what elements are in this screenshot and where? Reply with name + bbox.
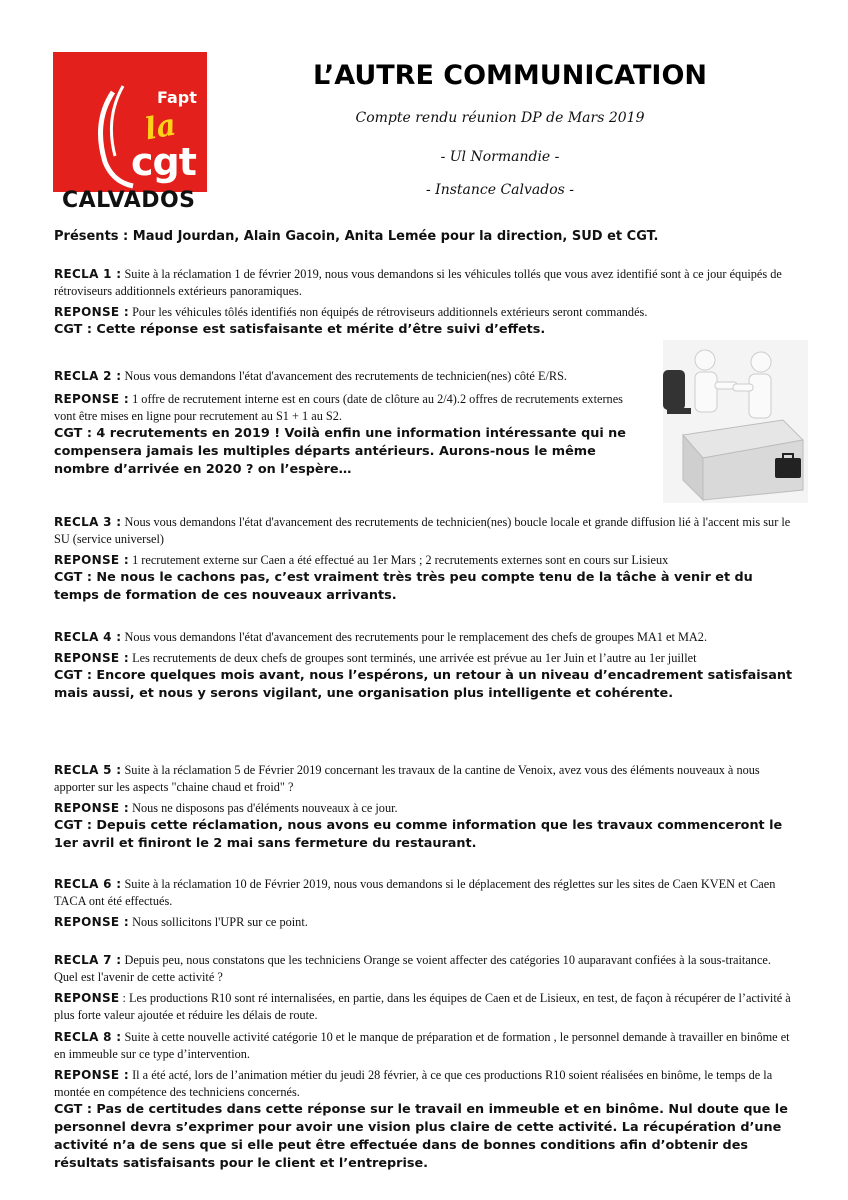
recla-4	[54, 629, 794, 703]
recla-text: Suite à la réclamation 1 de février 2019, nous vous demandons si les véhicules tollés que vous avez identifié sont à ce jour équipés de rétroviseurs additionnels extérieurs panoramiques.	[54, 267, 782, 298]
reponse-label: REPONSE :	[54, 915, 129, 929]
recla-label: RECLA 4 :	[54, 630, 122, 644]
recla-label: RECLA 7 :	[54, 953, 122, 967]
reponse-label: REPONSE :	[54, 1068, 129, 1082]
cgt-comment: CGT : Pas de certitudes dans cette réponse sur le travail en immeuble et en binôme. Nul doute que le personnel devra s’exprimer pour avoir une vision plus claire de cette activité. La récupération d’une activité n’a de sens que si elle peut être effectuée dans de bonnes conditions afin d’obtenir des résultats satisfaisants pour le client et l’entreprise.	[54, 1102, 788, 1171]
subtitle-instance: - Instance Calvados -	[425, 182, 575, 198]
recla-question	[54, 952, 794, 986]
recla-1	[54, 266, 794, 339]
cgt-comment: CGT : 4 recrutements en 2019 ! Voilà enfin une information intéressante qui ne compensera jamais les multiples départs antérieurs. Aurons-nous le même nombre d’arrivée en 2020 ? on l’espère…	[54, 426, 626, 477]
page-subtitle: Compte rendu réunion DP de Mars 2019	[355, 110, 645, 126]
recla-2	[54, 368, 632, 479]
recla-5	[54, 762, 794, 853]
cgt-fapt-logo	[53, 52, 207, 192]
logo-la-text: la	[142, 107, 179, 148]
recla-8	[54, 1029, 794, 1173]
recla-question	[54, 876, 794, 910]
cgt-comment: CGT : Encore quelques mois avant, nous l’espérons, un retour à un niveau d’encadrement satisfaisant mais aussi, et nous y serons vigilant, une organisation plus intelligente et cohérente.	[54, 668, 793, 701]
reponse-label: REPONSE :	[54, 651, 129, 665]
logo-fapt-text: Fapt	[157, 88, 197, 107]
reponse-text: Les recrutements de deux chefs de groupes sont terminés, une arrivée est prévue au 1er Juin et l’autre au 1er juillet	[129, 651, 697, 665]
recla-label: RECLA 3 :	[54, 515, 122, 529]
recla-text: Depuis peu, nous constatons que les techniciens Orange se voient affecter des catégories 10 auparavant confiées à la sous-traitance. Quel est l'avenir de cette activité ?	[54, 953, 771, 984]
reponse-text: 1 offre de recrutement interne est en cours (date de clôture au 2/4).2 offres de recrutements externes vont être mises en ligne pour recrutement au S1 + 1 au S2.	[54, 392, 623, 423]
reponse-text: Nous ne disposons pas d'éléments nouveaux à ce jour.	[129, 801, 398, 815]
reponse-paragraph	[54, 650, 794, 667]
logo-cgt-text: cgt	[131, 140, 196, 184]
recla-label: RECLA 2 :	[54, 369, 122, 383]
recla-question	[54, 1029, 794, 1063]
subtitle-ul-normandie: - Ul Normandie -	[440, 149, 560, 165]
attendees-line: Présents : Maud Jourdan, Alain Gacoin, Anita Lemée pour la direction, SUD et CGT.	[54, 229, 659, 244]
recla-question	[54, 368, 632, 385]
recla-label: RECLA 6 :	[54, 877, 122, 891]
reponse-text: Nous sollicitons l'UPR sur ce point.	[129, 915, 308, 929]
reponse-label: REPONSE :	[54, 392, 129, 406]
recla-question	[54, 762, 794, 796]
reponse-text: Pour les véhicules tôlés identifiés non équipés de rétroviseurs additionnels extérieurs seront commandés.	[129, 305, 648, 319]
recla-7	[54, 952, 794, 1024]
recla-question	[54, 629, 794, 646]
recla-text: Suite à la réclamation 5 de Février 2019 concernant les travaux de la cantine de Venoix, avez vous des éléments nouveaux à nous apporter sur les aspects "chaine chaud et froid" ?	[54, 763, 760, 794]
reponse-label: REPONSE :	[54, 553, 129, 567]
recla-text: Suite à cette nouvelle activité catégorie 10 et le manque de préparation et de formation , le personnel demande à travailler en binôme et en immeuble sur ce type d’intervention.	[54, 1030, 790, 1061]
reponse-paragraph	[54, 552, 794, 569]
cgt-comment: CGT : Depuis cette réclamation, nous avons eu comme information que les travaux commenceront le 1er avril et finiront le 2 mai sans fermeture du restaurant.	[54, 818, 783, 851]
recla-question	[54, 266, 794, 300]
reponse-label: REPONSE :	[54, 801, 129, 815]
recla-label: RECLA 8 :	[54, 1030, 122, 1044]
recla-label: RECLA 1 :	[54, 267, 122, 281]
recla-label: RECLA 5 :	[54, 763, 122, 777]
reponse-text: 1 recrutement externe sur Caen a été effectué au 1er Mars ; 2 recrutements externes sont en cours sur Lisieux	[129, 553, 669, 567]
reponse-paragraph	[54, 304, 794, 321]
cgt-comment: CGT : Ne nous le cachons pas, c’est vraiment très très peu compte tenu de la tâche à venir et du temps de formation de ces nouveaux arrivants.	[54, 570, 753, 603]
calvados-label: CALVADOS	[62, 188, 196, 213]
business-meeting-illustration-icon	[663, 340, 808, 503]
cgt-comment: CGT : Cette réponse est satisfaisante et mérite d’être suivi d’effets.	[54, 322, 546, 337]
recla-text: Nous vous demandons l'état d'avancement des recrutements pour le remplacement des chefs de groupes MA1 et MA2.	[121, 630, 708, 644]
reponse-paragraph	[54, 914, 794, 931]
recla-text: Suite à la réclamation 10 de Février 2019, nous vous demandons si le déplacement des réglettes sur les sites de Caen KVEN et Caen TACA ont été effectués.	[54, 877, 776, 908]
recla-question	[54, 514, 794, 548]
recla-6	[54, 876, 794, 931]
reponse-text: : Les productions R10 sont ré internalisées, en partie, dans les équipes de Caen et de Lisieux, en test, de façon à récupérer de l’activité à plus forte valeur ajoutée et réduire les délais de route.	[54, 991, 791, 1022]
recla-3	[54, 514, 794, 605]
reponse-paragraph	[54, 391, 632, 425]
recla-text: Nous vous demandons l'état d'avancement des recrutements de technicien(nes) boucle locale et grande diffusion lié à l'accent mis sur le SU (service universel)	[54, 515, 791, 546]
recla-text: Nous vous demandons l'état d'avancement des recrutements de technicien(nes) côté E/RS.	[121, 369, 568, 383]
reponse-paragraph	[54, 1067, 794, 1101]
reponse-text: Il a été acté, lors de l’animation métier du jeudi 28 février, à ce que ces productions R10 soient réalisées en binôme, le temps de la montée en compétence des techniciens concernés.	[54, 1068, 773, 1099]
page-title: L’AUTRE COMMUNICATION	[313, 60, 707, 91]
reponse-label: REPONSE	[54, 991, 120, 1005]
reponse-paragraph	[54, 990, 794, 1024]
reponse-paragraph	[54, 800, 794, 817]
reponse-label: REPONSE :	[54, 305, 129, 319]
